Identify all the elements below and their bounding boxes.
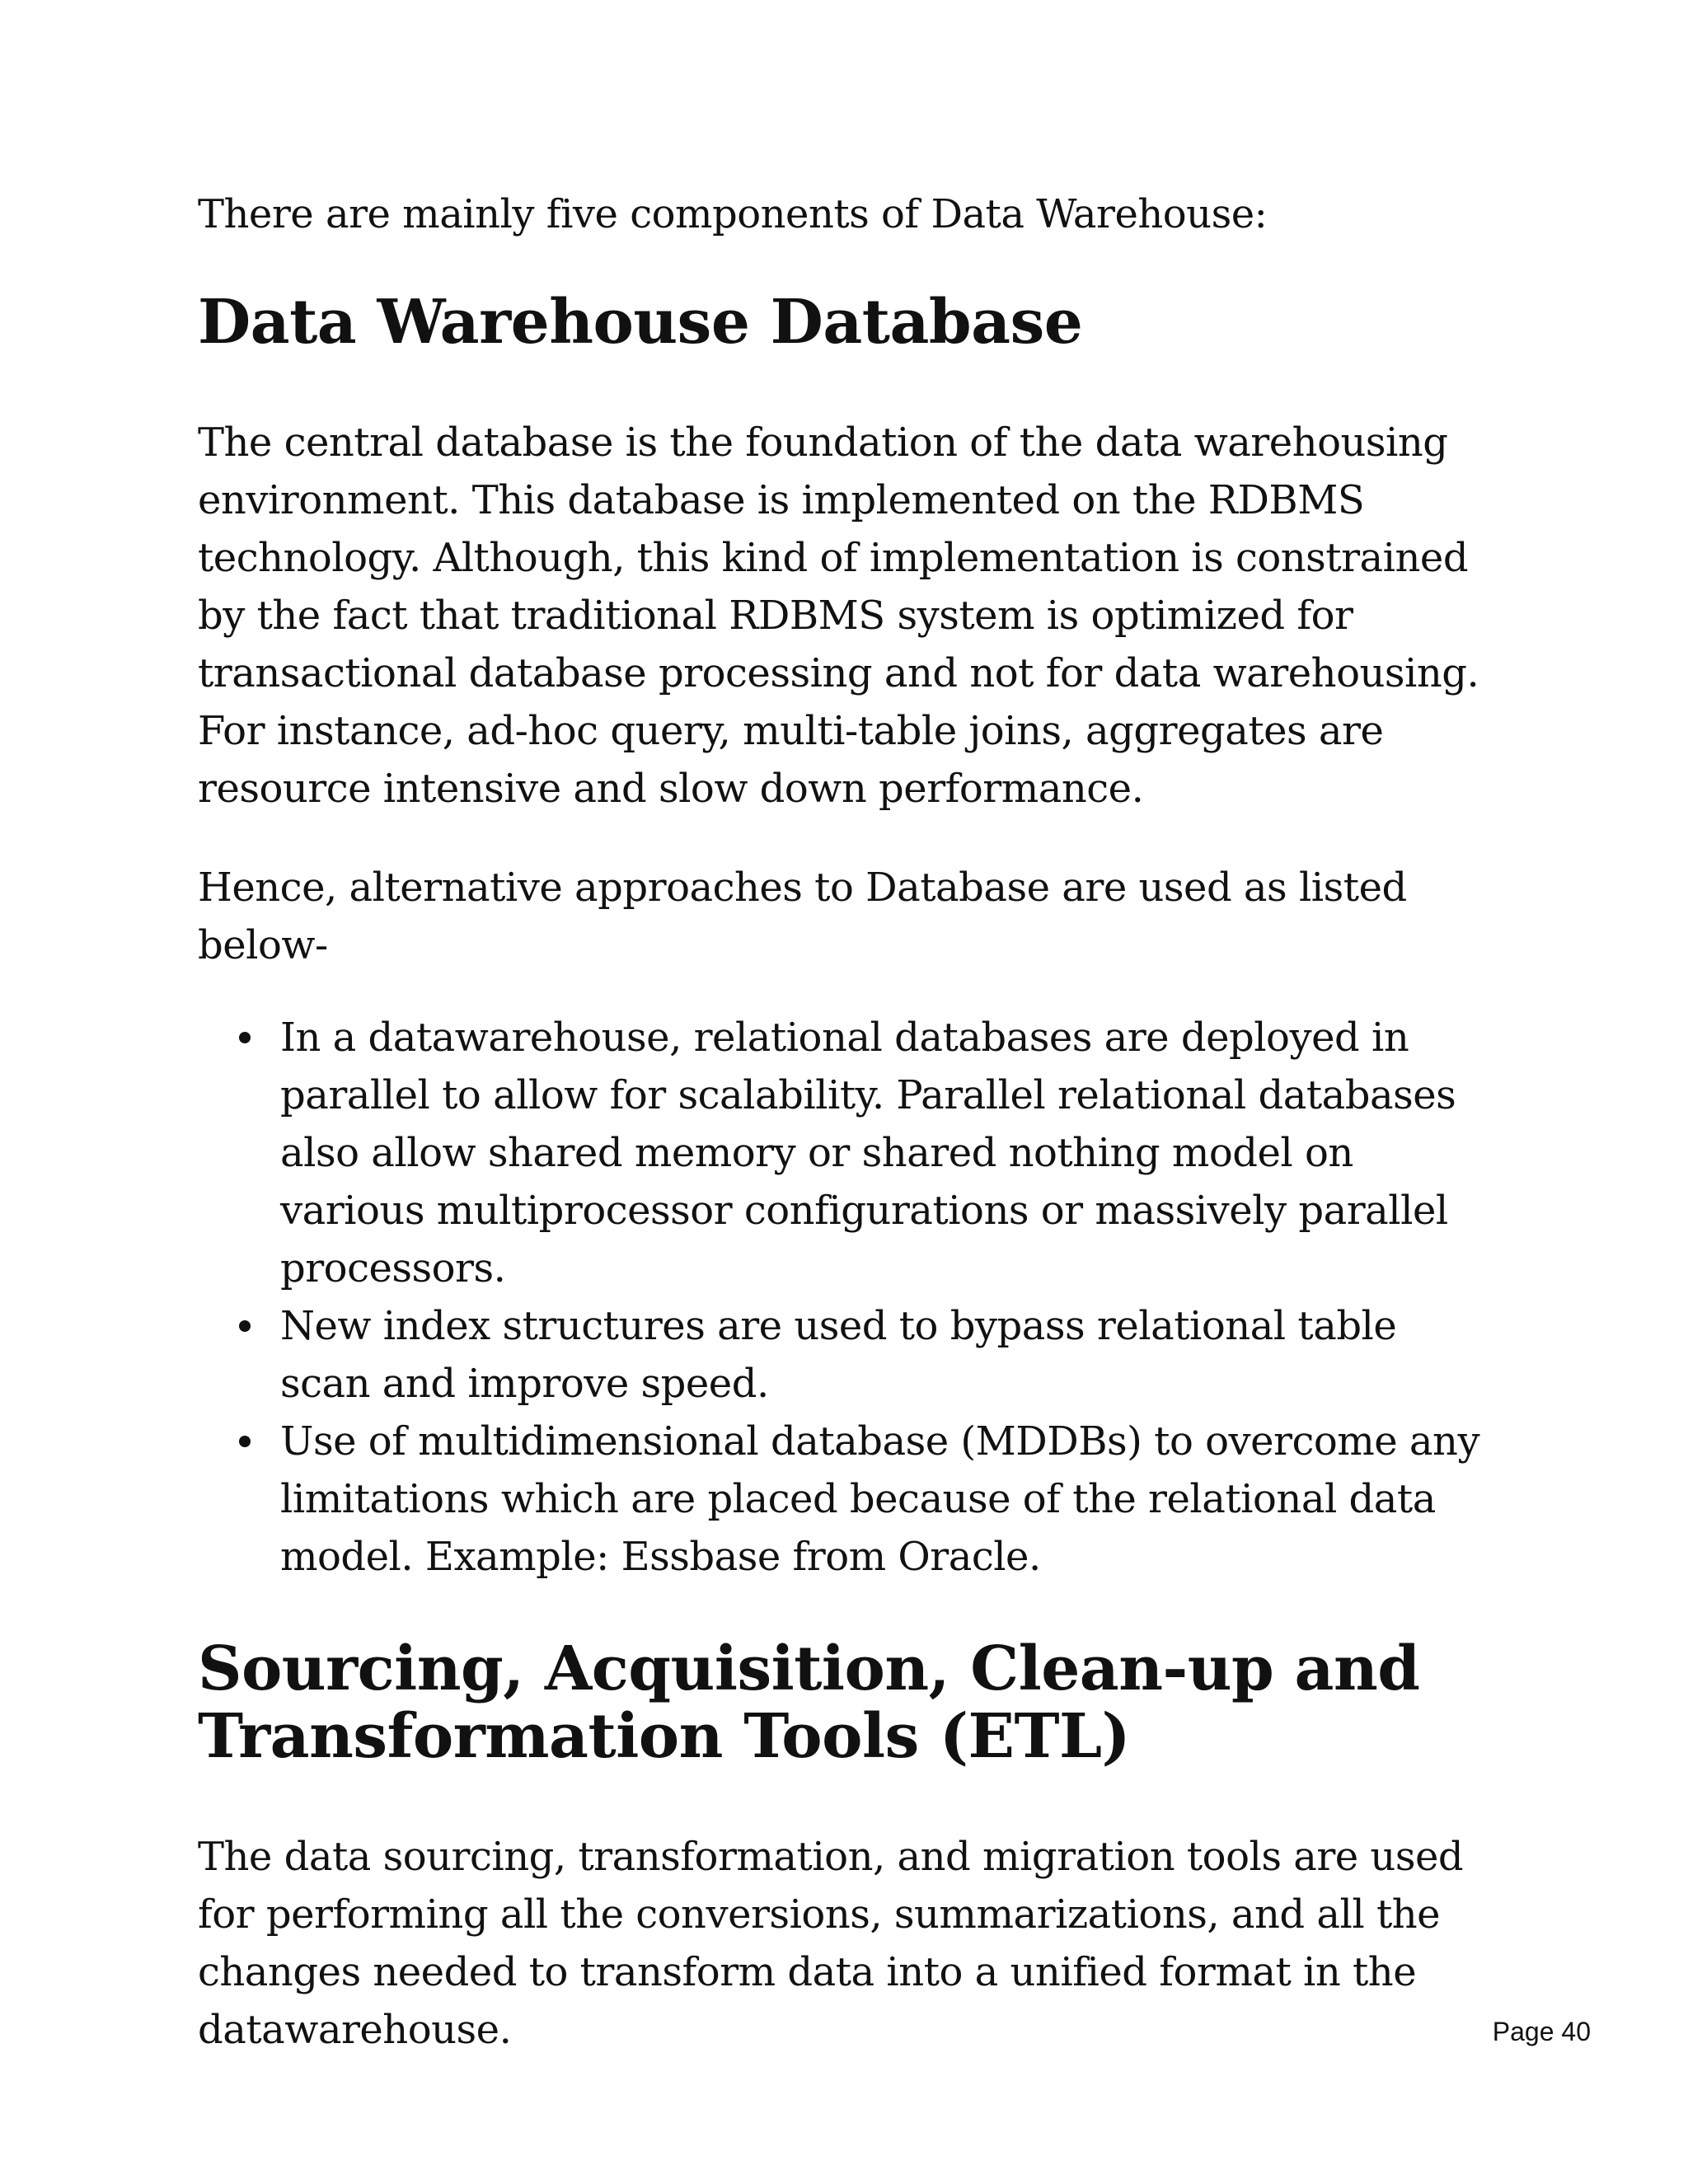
list-item-text: In a datawarehouse, relational databases are deployed in parallel to allow for scalability. Parallel relational databases also allow shared memory or shared nothing model on various multiprocessor configurations or massively parallel processors. — [280, 1015, 1456, 1291]
paragraph-etl-tools: The data sourcing, transformation, and migration tools are used for performing all the conversions, summarizations, and all the changes needed to transform data into a unified format in the datawarehouse. — [198, 1834, 1464, 2053]
paragraph-alternative-approaches: Hence, alternative approaches to Database are used as listed below- — [198, 865, 1407, 968]
list-item — [280, 1413, 1484, 1586]
bullet-icon — [239, 1436, 251, 1447]
intro-text: There are mainly five components of Data Warehouse: — [198, 191, 1268, 237]
bullet-list — [198, 1009, 1484, 1586]
list-item-text: New index structures are used to bypass relational table scan and improve speed. — [280, 1303, 1397, 1407]
list-item — [280, 1009, 1484, 1297]
list-item-text: Use of multidimensional database (MDDBs) to overcome any limitations which are placed because of the relational data model. Example: Essbase from Oracle. — [280, 1418, 1480, 1580]
page-number: Page 40 — [1492, 2017, 1591, 2046]
document-page — [198, 185, 1484, 2059]
section-heading-etl-tools: Sourcing, Acquisition, Clean-up and Transformation Tools (ETL) — [198, 1633, 1420, 1772]
bullet-icon — [239, 1320, 251, 1332]
list-item — [280, 1297, 1484, 1413]
paragraph-central-database: The central database is the foundation of the data warehousing environment. This database is implemented on the RDBMS technology. Although, this kind of implementation is constrained by the fact that traditional RDBMS system is optimized for transactional database processing and not for data warehousing. For instance, ad-hoc query, multi-table joins, aggregates are resource intensive and slow down performance. — [198, 419, 1479, 812]
section-heading-data-warehouse-database: Data Warehouse Database — [198, 287, 1083, 358]
bullet-icon — [239, 1032, 251, 1043]
